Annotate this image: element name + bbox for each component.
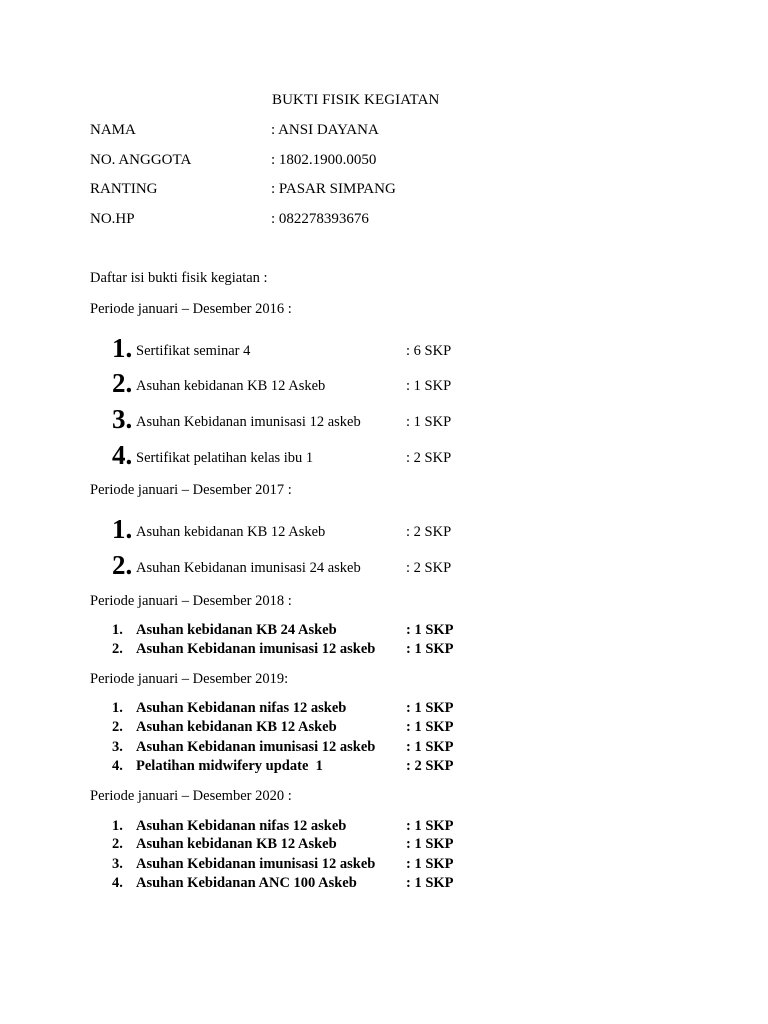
field-value: : ANSI DAYANA [271,122,379,138]
item-text: Asuhan Kebidanan nifas 12 askeb [136,700,347,716]
list-item [112,818,472,836]
list-item [112,513,472,543]
field-label: NAMA [90,122,136,138]
item-number: 3. [112,739,123,755]
item-number: 4. [112,440,133,470]
item-text: Asuhan Kebidanan imunisasi 12 askeb [136,641,376,657]
item-number: 1. [112,818,123,834]
item-skp: : 2 SKP [406,450,452,466]
list-item [112,856,472,874]
period-heading-2016: Periode januari – Desember 2016 : [90,301,292,317]
field-label: NO.HP [90,211,135,227]
item-skp: : 1 SKP [406,378,452,394]
item-text: Asuhan Kebidanan nifas 12 askeb [136,818,347,834]
item-skp: : 1 SKP [406,856,454,872]
item-skp: : 2 SKP [406,560,452,576]
list-item [112,700,472,718]
field-row-no-anggota [90,152,690,172]
item-text: Asuhan kebidanan KB 24 Askeb [136,622,337,638]
list-item [112,641,472,659]
period-heading-2017: Periode januari – Desember 2017 : [90,482,292,498]
field-row-ranting [90,181,690,201]
item-number: 1. [112,700,123,716]
item-text: Asuhan Kebidanan imunisasi 24 askeb [136,560,361,576]
list-item [112,739,472,757]
field-value: : 1802.1900.0050 [271,152,377,168]
list-item [112,758,472,776]
item-number: 1. [112,622,123,638]
field-label: NO. ANGGOTA [90,152,192,168]
document-title: BUKTI FISIK KEGIATAN [272,92,440,108]
item-skp: : 1 SKP [406,622,454,638]
item-number: 1. [112,514,133,544]
list-item [112,403,472,433]
list-item [112,549,472,579]
item-text: Pelatihan midwifery update 1 [136,758,323,774]
item-skp: : 1 SKP [406,414,452,430]
field-value: : 082278393676 [271,211,369,227]
list-item [112,439,472,469]
list-item [112,332,472,362]
field-label: RANTING [90,181,158,197]
field-row-nama [90,122,690,142]
item-number: 2. [112,368,133,398]
list-item [112,367,472,397]
list-item [112,622,472,640]
item-skp: : 1 SKP [406,739,454,755]
item-number: 2. [112,641,123,657]
item-text: Asuhan Kebidanan imunisasi 12 askeb [136,856,376,872]
field-value: : PASAR SIMPANG [271,181,396,197]
list-item [112,836,472,854]
item-skp: : 1 SKP [406,641,454,657]
item-skp: : 1 SKP [406,818,454,834]
item-number: 1. [112,333,133,363]
item-text: Sertifikat seminar 4 [136,343,251,359]
item-text: Asuhan kebidanan KB 12 Askeb [136,378,326,394]
item-skp: : 6 SKP [406,343,452,359]
item-number: 4. [112,758,123,774]
item-skp: : 1 SKP [406,719,454,735]
item-number: 3. [112,404,133,434]
item-number: 2. [112,550,133,580]
period-heading-2019: Periode januari – Desember 2019: [90,671,289,687]
list-item [112,719,472,737]
period-heading-2018: Periode januari – Desember 2018 : [90,593,292,609]
list-item [112,875,472,893]
item-skp: : 1 SKP [406,836,454,852]
item-number: 3. [112,856,123,872]
item-skp: : 2 SKP [406,524,452,540]
item-number: 2. [112,836,123,852]
item-text: Sertifikat pelatihan kelas ibu 1 [136,450,314,466]
item-text: Asuhan kebidanan KB 12 Askeb [136,524,326,540]
item-text: Asuhan Kebidanan ANC 100 Askeb [136,875,357,891]
item-text: Asuhan kebidanan KB 12 Askeb [136,719,337,735]
item-text: Asuhan kebidanan KB 12 Askeb [136,836,337,852]
period-heading-2020: Periode januari – Desember 2020 : [90,788,292,804]
item-skp: : 1 SKP [406,875,454,891]
intro-text: Daftar isi bukti fisik kegiatan : [90,270,268,286]
item-text: Asuhan Kebidanan imunisasi 12 askeb [136,739,376,755]
item-text: Asuhan Kebidanan imunisasi 12 askeb [136,414,361,430]
item-skp: : 1 SKP [406,700,454,716]
item-number: 4. [112,875,123,891]
item-skp: : 2 SKP [406,758,454,774]
item-number: 2. [112,719,123,735]
field-row-no-hp [90,211,690,231]
